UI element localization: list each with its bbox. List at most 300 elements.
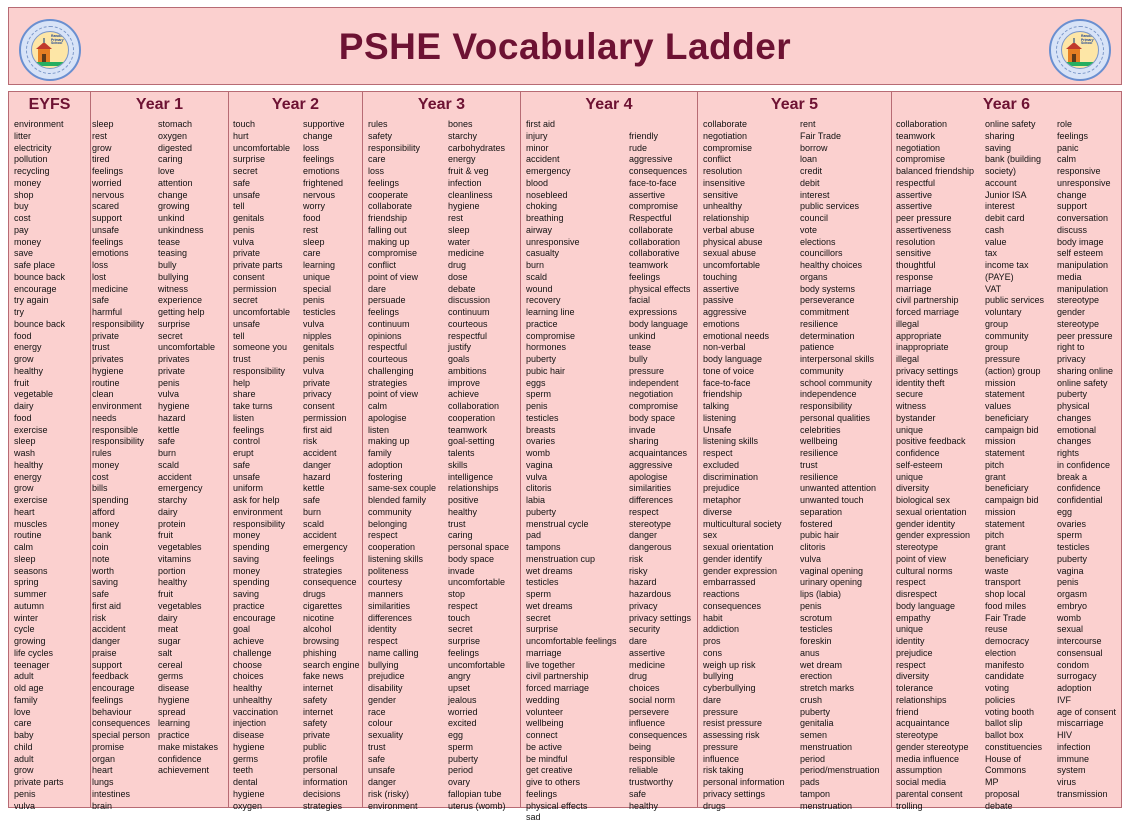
vocabulary-word: changes (1057, 436, 1092, 447)
vocabulary-word: testicles (526, 412, 559, 423)
vocabulary-word: privacy settings (703, 788, 766, 799)
vocabulary-word: personal space (448, 542, 510, 552)
vocabulary-word: respect (896, 659, 926, 670)
vocabulary-word: collaboration (896, 119, 948, 129)
vocabulary-word: encourage (92, 683, 135, 693)
vocabulary-word: starchy (158, 495, 188, 505)
vocabulary-word: labia (526, 495, 546, 505)
word-list (158, 119, 218, 777)
vocabulary-word: growing (14, 636, 46, 646)
vocabulary-word: uncomfortable (233, 142, 291, 153)
vocabulary-word: organ (92, 753, 116, 764)
column-eyfs (9, 92, 91, 811)
vocabulary-word: secret (158, 330, 183, 341)
vocabulary-word: privates (92, 354, 124, 364)
vocabulary-word: scald (526, 271, 548, 282)
vocabulary-word: wellbeing (526, 718, 564, 729)
column-heading: Year 3 (417, 96, 466, 113)
vocabulary-word: bounce back (14, 271, 66, 282)
vocabulary-word: value (985, 236, 1007, 247)
vocabulary-word: money (92, 459, 120, 470)
vocabulary-word: secret (233, 295, 258, 306)
vocabulary-word: loan (800, 154, 818, 165)
vocabulary-word: sexual abuse (703, 248, 757, 259)
vocabulary-word: feelings (368, 307, 400, 317)
vocabulary-word: puberty (800, 706, 831, 717)
vocabulary-word: courteous (448, 318, 488, 329)
vocabulary-word: organs (800, 271, 828, 282)
vocabulary-word: menstrual cycle (526, 518, 589, 529)
vocabulary-word: ambitions (448, 365, 487, 376)
vocabulary-word: tell (233, 330, 245, 341)
vocabulary-word: lungs (92, 777, 114, 787)
vocabulary-word: statement (985, 448, 1025, 458)
vocabulary-word: fallopian tube (448, 788, 502, 799)
vocabulary-word: blood (526, 177, 549, 188)
vocabulary-word: immune (1057, 753, 1090, 764)
vocabulary-word: life cycles (14, 647, 54, 658)
vocabulary-word: differences (629, 495, 673, 505)
vocabulary-word: environment (92, 401, 142, 411)
vocabulary-word: genitalia (800, 718, 834, 729)
vocabulary-word: unsafe (233, 318, 261, 329)
vocabulary-word: wedding (526, 694, 560, 705)
vocabulary-word: (action) group (985, 365, 1041, 376)
vocabulary-word: responsibility (233, 518, 286, 529)
vocabulary-word: trust (368, 741, 386, 752)
vocabulary-word: feelings (233, 424, 265, 435)
vocabulary-word: listening (703, 412, 737, 423)
vocabulary-word: interest (800, 189, 830, 200)
column-year-6 (892, 92, 1121, 811)
vocabulary-word: witness (158, 283, 189, 294)
vocabulary-word: listen (368, 424, 390, 435)
vocabulary-word: dose (448, 271, 468, 282)
vocabulary-word: shop (14, 189, 34, 200)
vocabulary-word: security (629, 624, 661, 635)
vocabulary-word: strategies (368, 377, 408, 388)
vocabulary-word: muscles (14, 518, 48, 529)
vocabulary-word: sharing (985, 130, 1015, 141)
vocabulary-word: upset (448, 683, 471, 693)
vocabulary-word: permission (303, 412, 347, 423)
vocabulary-word: private (303, 730, 331, 740)
vocabulary-word: changes (1057, 412, 1092, 423)
word-list (800, 119, 880, 812)
vocabulary-word: assertive (896, 189, 933, 200)
vocabulary-word: panic (1057, 142, 1079, 153)
vocabulary-word: non-verbal (703, 342, 746, 353)
column-heading: Year 4 (585, 96, 633, 113)
vocabulary-word: statement (985, 518, 1025, 529)
vocabulary-word: patience (800, 342, 835, 353)
vocabulary-word: beneficiary (985, 483, 1029, 494)
vocabulary-word: skills (448, 459, 468, 470)
vocabulary-word: feedback (92, 671, 129, 682)
vocabulary-word: womb (1057, 612, 1082, 623)
vocabulary-word: assessing risk (703, 730, 760, 740)
vocabulary-word: cooperation (448, 412, 496, 423)
vocabulary-word: hazard (303, 471, 331, 482)
vocabulary-word: physical effects (629, 283, 691, 294)
vocabulary-word: public services (985, 295, 1045, 306)
vocabulary-word: child (14, 741, 33, 752)
vocabulary-word: hormones (526, 342, 567, 353)
vocabulary-word: vaccination (233, 706, 279, 717)
vocabulary-word: change (158, 189, 188, 200)
vocabulary-word: learning line (526, 307, 575, 317)
vocabulary-word: bullying (368, 659, 399, 670)
vocabulary-word: food (14, 412, 32, 423)
vocabulary-word: campaign bid (985, 495, 1039, 505)
vocabulary-word: justify (448, 342, 472, 353)
word-list (1057, 119, 1116, 801)
vocabulary-word: stereotype (896, 730, 939, 740)
vocabulary-word: uncomfortable (233, 307, 291, 317)
vocabulary-word: nicotine (303, 612, 335, 623)
vocabulary-word: income tax (985, 260, 1029, 270)
vocabulary-word: invade (448, 565, 475, 576)
vocabulary-word: supportive (303, 119, 345, 129)
vocabulary-word: risk taking (703, 765, 744, 776)
vocabulary-word: unwanted touch (800, 495, 864, 505)
vocabulary-word: medicine (92, 283, 129, 294)
vocabulary-word: drugs (303, 589, 326, 599)
vocabulary-word: give to others (526, 777, 581, 787)
vocabulary-word: pubic hair (526, 365, 566, 376)
vocabulary-word: ovary (448, 777, 471, 787)
vocabulary-word: anus (800, 647, 820, 658)
vocabulary-word: body language (629, 318, 689, 329)
vocabulary-word: miscarriage (1057, 718, 1104, 729)
vocabulary-word: stereotype (896, 542, 939, 552)
vocabulary-word: safety (368, 130, 393, 141)
vocabulary-word: trust (800, 459, 818, 470)
vocabulary-word: take turns (233, 401, 273, 411)
vocabulary-word: respect (703, 448, 733, 458)
vocabulary-word: rude (629, 142, 648, 153)
vocabulary-word: discuss (1057, 224, 1088, 235)
vocabulary-word: conversation (1057, 213, 1109, 223)
vocabulary-word: rest (448, 213, 464, 223)
vocabulary-word: kettle (303, 483, 325, 494)
vocabulary-word: IVF (1057, 694, 1072, 705)
vocabulary-word: testicles (800, 624, 833, 635)
vocabulary-word: falling out (368, 224, 407, 235)
vocabulary-word: nosebleed (526, 189, 568, 200)
vocabulary-word: baby (14, 730, 34, 740)
vocabulary-word: manipulation (1057, 283, 1109, 294)
vocabulary-word: debit (800, 177, 820, 188)
vocabulary-word: vegetable (14, 389, 54, 400)
vocabulary-word: erupt (233, 448, 254, 458)
vocabulary-word: make mistakes (158, 741, 219, 752)
vocabulary-word: spending (233, 577, 270, 588)
vocabulary-word: safety (303, 694, 328, 705)
word-list (14, 119, 65, 812)
vocabulary-word: intelligence (448, 471, 494, 482)
vocabulary-word: rules (368, 119, 388, 129)
vocabulary-word: consequences (92, 718, 151, 729)
vocabulary-word: first aid (526, 119, 556, 129)
vocabulary-word: infection (1057, 741, 1091, 752)
vocabulary-word: clean (92, 389, 114, 400)
vocabulary-word: transmission (1057, 788, 1108, 799)
vocabulary-word: live together (526, 659, 576, 670)
vocabulary-word: debit card (985, 213, 1025, 223)
vocabulary-word: family (368, 448, 392, 458)
vocabulary-word: behaviour (92, 706, 132, 717)
vocabulary-word: public services (800, 201, 860, 212)
vocabulary-word: manifesto (985, 659, 1025, 670)
vocabulary-word: choose (233, 659, 263, 670)
vocabulary-word: surrogacy (1057, 671, 1097, 682)
vocabulary-word: safe (92, 295, 110, 306)
vocabulary-word: expressions (629, 307, 678, 317)
vocabulary-word: age of consent (1057, 706, 1117, 717)
vocabulary-word: emotional needs (703, 330, 770, 341)
vocabulary-word: drug (448, 260, 467, 270)
vocabulary-word: debate (448, 283, 476, 294)
vocabulary-word: point of view (368, 389, 419, 400)
vocabulary-word: hazard (629, 577, 657, 588)
vocabulary-word: lost (92, 271, 107, 282)
vocabulary-word: safe place (14, 260, 56, 270)
vocabulary-word: puberty (1057, 553, 1088, 564)
vocabulary-word: minor (526, 142, 549, 153)
vocabulary-word: testicles (1057, 542, 1090, 552)
vocabulary-word: gender (1057, 307, 1086, 317)
vocabulary-word: loss (368, 166, 385, 176)
vocabulary-word: saving (233, 553, 260, 564)
vocabulary-word: menstruation (800, 800, 853, 811)
vocabulary-word: tampon (800, 788, 831, 799)
column-heading: EYFS (28, 96, 71, 113)
vocabulary-word: determination (800, 330, 855, 341)
vocabulary-word: confidence (158, 753, 202, 764)
vocabulary-word: reliable (629, 765, 659, 776)
vocabulary-word: dairy (158, 506, 178, 517)
vocabulary-word: similarities (629, 483, 672, 494)
column-year-3 (363, 92, 521, 811)
vocabulary-word: choices (629, 683, 660, 693)
vocabulary-word: privacy (629, 600, 658, 611)
vocabulary-word: media (1057, 271, 1082, 282)
vocabulary-word: emotions (703, 318, 740, 329)
vocabulary-word: family (14, 694, 38, 705)
vocabulary-word: facial (629, 295, 651, 306)
vocabulary-word: persuade (368, 295, 406, 306)
vocabulary-word: gender identity (896, 518, 956, 529)
vocabulary-word: browsing (303, 636, 340, 646)
vocabulary-word: face-to-face (703, 377, 751, 388)
vocabulary-word: cereal (158, 659, 183, 670)
vocabulary-word: uncomfortable (703, 260, 761, 270)
vocabulary-word: sexuality (368, 730, 404, 740)
vocabulary-word: respectful (368, 342, 408, 353)
vocabulary-word: relationships (448, 483, 499, 494)
logo-text: Rawdon Primary School (51, 34, 65, 46)
vocabulary-word: excluded (703, 459, 740, 470)
vocabulary-word: needs (92, 412, 117, 423)
vocabulary-word: fostering (368, 471, 403, 482)
vocabulary-word: sleep (303, 236, 325, 247)
vocabulary-word: learning (303, 260, 336, 270)
vocabulary-word: invade (629, 424, 656, 435)
vocabulary-word: compromise (703, 142, 753, 153)
vocabulary-word: colour (368, 718, 393, 729)
vocabulary-word: kettle (158, 424, 180, 435)
vocabulary-word: wound (526, 283, 553, 294)
vocabulary-word: bank (building (985, 154, 1042, 165)
vocabulary-word: puberty (526, 506, 557, 517)
vocabulary-word: courtesy (368, 577, 403, 588)
vocabulary-word: opinions (368, 330, 402, 341)
vocabulary-word: point of view (368, 271, 419, 282)
vocabulary-word: rent (800, 119, 816, 129)
vocabulary-word: diversity (896, 483, 930, 494)
vocabulary-word: worry (303, 201, 325, 212)
vocabulary-word: emotions (92, 248, 129, 259)
vocabulary-word (629, 119, 691, 131)
vocabulary-word: cyberbullying (703, 683, 756, 693)
vocabulary-word: promise (92, 741, 125, 752)
vocabulary-word: drugs (703, 800, 726, 811)
vocabulary-word: assertive (896, 201, 933, 212)
vocabulary-word: injury (526, 130, 548, 141)
vocabulary-word: private (92, 330, 120, 341)
vocabulary-word: erection (800, 671, 833, 682)
vocabulary-word: respect (368, 636, 398, 646)
vocabulary-word: teamwork (629, 260, 669, 270)
vocabulary-word: practice (158, 730, 190, 740)
vocabulary-word: diverse (703, 506, 733, 517)
vocabulary-word: tease (629, 342, 652, 353)
vocabulary-word: food (14, 330, 32, 341)
vocabulary-word: attention (158, 177, 193, 188)
vocabulary-word: support (92, 213, 123, 223)
vocabulary-word: lips (labia) (800, 589, 842, 599)
vocabulary-word: unsafe (233, 471, 261, 482)
vocabulary-word: resilience (800, 448, 839, 458)
vocabulary-word: body space (448, 553, 495, 564)
vocabulary-word: assertive (629, 647, 666, 658)
vocabulary-word: practice (233, 600, 265, 611)
vocabulary-word: privates (158, 354, 190, 364)
vocabulary-word: insensitive (703, 177, 746, 188)
vocabulary-word: disease (158, 683, 190, 693)
vocabulary-word: reuse (985, 624, 1008, 635)
vocabulary-word: spending (233, 542, 270, 552)
page-title: PSHE Vocabulary Ladder (338, 26, 792, 67)
vocabulary-word: condom (1057, 659, 1090, 670)
vocabulary-word: self esteem (1057, 248, 1104, 259)
vocabulary-word: resolution (703, 166, 743, 176)
vocabulary-word: food miles (985, 600, 1027, 611)
vocabulary-word: unkind (629, 330, 656, 341)
vocabulary-word: worth (92, 565, 115, 576)
vocabulary-word: resist pressure (703, 718, 763, 729)
vocabulary-word: community (985, 330, 1029, 341)
vocabulary-word: care (14, 718, 32, 729)
vocabulary-word: search engine (303, 659, 360, 670)
vocabulary-word: Junior ISA (985, 189, 1027, 200)
vocabulary-word: accident (303, 530, 337, 541)
vocabulary-word: safety (303, 718, 328, 729)
vocabulary-word: shop local (985, 589, 1026, 599)
vocabulary-word: medicine (629, 659, 666, 670)
vocabulary-word: resilience (800, 318, 839, 329)
vocabulary-word: values (985, 401, 1012, 411)
vocabulary-word: jealous (448, 694, 477, 705)
vocabulary-word: trolling (896, 800, 923, 811)
vocabulary-word: compromise (629, 401, 679, 411)
vocabulary-word: secure (896, 389, 924, 400)
vocabulary-word: politeness (368, 565, 409, 576)
column-heading: Year 2 (271, 96, 320, 113)
vocabulary-word: danger (92, 636, 121, 646)
vocabulary-word: volunteer (526, 706, 564, 717)
vocabulary-word: sperm (448, 741, 474, 752)
vocabulary-word: respect (896, 577, 926, 588)
word-list (985, 119, 1044, 812)
vocabulary-word: social media (896, 777, 947, 787)
vocabulary-word: making up (368, 236, 410, 247)
vocabulary-word: reactions (703, 589, 740, 599)
vocabulary-word: vegetables (158, 600, 202, 611)
vocabulary-word: money (233, 530, 261, 541)
vocabulary-word: penis (233, 224, 255, 235)
vocabulary-word: break a (1057, 471, 1088, 482)
vocabulary-word: persevere (629, 706, 670, 717)
vocabulary-word: unkind (158, 213, 185, 223)
vocabulary-word: unsafe (233, 189, 261, 200)
vocabulary-word: choking (526, 201, 558, 212)
vocabulary-word: face-to-face (629, 177, 677, 188)
word-list (703, 119, 785, 812)
vocabulary-word: disability (368, 683, 403, 693)
vocabulary-word: burn (303, 506, 322, 517)
vocabulary-word: proposal (985, 788, 1020, 799)
vocabulary-word: beneficiary (985, 553, 1029, 564)
vocabulary-word: environment (368, 800, 418, 811)
vocabulary-word: safe (92, 589, 110, 599)
vocabulary-word: heart (92, 765, 113, 776)
vocabulary-word: friendship (703, 389, 743, 400)
vocabulary-word: rights (1057, 448, 1080, 458)
vocabulary-word: interest (985, 201, 1015, 212)
vocabulary-word: healthy (14, 459, 44, 470)
vocabulary-word: sperm (1057, 530, 1083, 541)
vocabulary-word: alcohol (303, 624, 332, 635)
vocabulary-word: uncomfortable (158, 342, 216, 353)
vocabulary-word: loss (303, 142, 320, 153)
vocabulary-word: feelings (92, 236, 124, 247)
vocabulary-word: responsibility (800, 401, 853, 411)
vocabulary-word: appropriate (896, 330, 942, 341)
vocabulary-word: private (158, 365, 186, 376)
vocabulary-word: practice (526, 318, 558, 329)
vocabulary-word: identity (896, 636, 925, 646)
vocabulary-word: uncomfortable (448, 659, 506, 670)
vocabulary-word: cycle (14, 624, 35, 635)
vocabulary-word: spring (14, 577, 39, 588)
word-list (303, 119, 360, 812)
vocabulary-word: heart (14, 506, 35, 517)
vocabulary-word: money (92, 518, 120, 529)
vocabulary-word: calm (368, 401, 388, 411)
vocabulary-word: gender expression (896, 530, 971, 541)
